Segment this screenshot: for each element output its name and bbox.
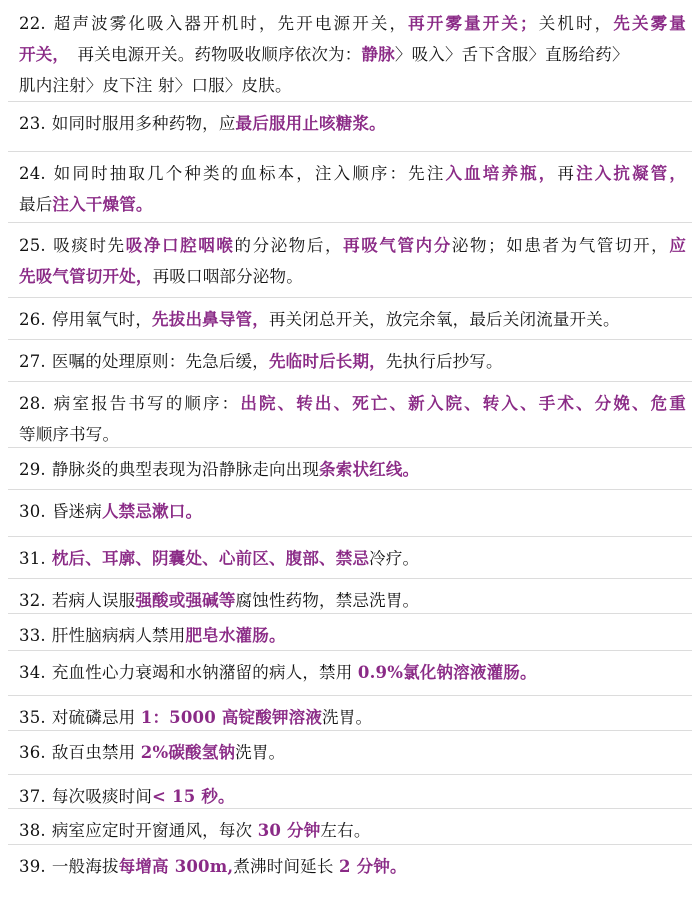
body-text: 昏迷病 <box>51 502 102 521</box>
list-item <box>19 454 686 485</box>
item-number: 27. <box>19 352 46 371</box>
item-number: 35. <box>19 708 46 727</box>
highlighted-text: 先吸气管切开处， <box>19 267 153 286</box>
list-item <box>19 388 686 450</box>
item-number: 33. <box>19 626 46 645</box>
body-text: 等顺序书写。 <box>19 425 120 444</box>
list-item <box>19 585 686 616</box>
body-text: 充血性心力衰竭和水钠潴留的病人，禁用 <box>51 663 358 682</box>
body-text: 再关电源开关。药物吸收顺序依次为： <box>60 45 362 64</box>
text-line <box>19 189 686 220</box>
item-number: 26. <box>19 310 46 329</box>
text-line <box>19 108 686 139</box>
list-item <box>19 620 686 651</box>
divider-line <box>8 489 692 490</box>
highlighted-text: 最后服用止咳糖浆。 <box>235 114 386 133</box>
text-line <box>19 815 686 846</box>
body-text: 〉吸入〉舌下含服〉直肠给药〉 <box>394 45 629 64</box>
body-text: 敌百虫禁用 <box>51 743 141 762</box>
highlighted-text: 条索状红线。 <box>319 460 420 479</box>
text-line <box>19 851 686 882</box>
divider-line <box>8 774 692 775</box>
body-text: 静脉炎的典型表现为沿静脉走向出现 <box>51 460 320 479</box>
body-text: 医嘱的处理原则：先急后缓， <box>51 352 269 371</box>
highlighted-text: 30 分钟 <box>257 821 321 840</box>
text-line <box>19 346 686 377</box>
text-line <box>19 8 686 39</box>
list-item <box>19 346 686 377</box>
body-text: 肝性脑病病人禁用 <box>51 626 186 645</box>
text-line <box>19 496 686 527</box>
item-number: 31. <box>19 549 46 568</box>
highlighted-text: 枕后、耳廓、阴囊处、心前区、腹部、禁忌 <box>51 549 370 568</box>
highlighted-text: 每增高 300m, <box>118 857 234 876</box>
text-line <box>19 543 686 574</box>
list-item <box>19 230 686 292</box>
item-number: 37. <box>19 787 46 806</box>
text-line <box>19 702 686 733</box>
highlighted-text: 先临时后长期， <box>268 352 386 371</box>
body-text: 如同时服用多种药物，应 <box>51 114 236 133</box>
divider-line <box>8 613 692 614</box>
list-item <box>19 543 686 574</box>
highlighted-text: 入血培养瓶， <box>445 164 558 183</box>
highlighted-text: 2 分钟。 <box>339 857 407 876</box>
item-number: 24. <box>19 164 46 183</box>
body-text: 每次吸痰时间 <box>51 787 153 806</box>
text-line <box>19 454 686 485</box>
divider-line <box>8 650 692 651</box>
divider-line <box>8 578 692 579</box>
divider-line <box>8 844 692 845</box>
highlighted-text: 2%碳酸氢钠 <box>140 743 236 762</box>
item-number: 38. <box>19 821 46 840</box>
text-line <box>19 388 686 419</box>
highlighted-text: 应 <box>669 236 687 255</box>
body-text: 洗胃。 <box>322 708 373 727</box>
highlighted-text: 开关， <box>19 45 61 64</box>
list-item <box>19 737 686 768</box>
body-text: 再关闭总开关，放完余氧，最后关闭流量开关。 <box>268 310 620 329</box>
list-item <box>19 657 686 688</box>
body-text: 泌物；如患者为气管切开， <box>451 236 670 255</box>
highlighted-text: < 15 秒。 <box>152 787 235 806</box>
body-text: 病室应定时开窗通风，每次 <box>51 821 258 840</box>
divider-line <box>8 695 692 696</box>
item-number: 22. <box>19 14 46 33</box>
body-text: 最后 <box>19 195 53 214</box>
text-line <box>19 304 686 335</box>
item-number: 36. <box>19 743 46 762</box>
divider-line <box>8 222 692 223</box>
divider-line <box>8 339 692 340</box>
body-text: 煮沸时间延长 <box>233 857 340 876</box>
body-text: 再 <box>557 164 577 183</box>
highlighted-text: 肥皂水灌肠。 <box>185 626 286 645</box>
highlighted-text: 静脉 <box>361 45 395 64</box>
divider-line <box>8 730 692 731</box>
body-text: 洗胃。 <box>235 743 286 762</box>
body-text: 如同时抽取几个种类的血标本，注入顺序：先注 <box>51 164 446 183</box>
item-number: 28. <box>19 394 46 413</box>
list-item <box>19 815 686 846</box>
text-line <box>19 737 686 768</box>
highlighted-text: 强酸或强碱等 <box>135 591 236 610</box>
highlighted-text: 0.9%氯化钠溶液灌肠。 <box>357 663 537 682</box>
body-text: 关机时， <box>536 14 614 33</box>
body-text: 病室报告书写的顺序： <box>51 394 241 413</box>
body-text: 停用氧气时， <box>51 310 153 329</box>
body-text: 的分泌物后， <box>234 236 344 255</box>
item-number: 32. <box>19 591 46 610</box>
text-line <box>19 70 686 101</box>
text-line <box>19 230 686 261</box>
item-number: 23. <box>19 114 46 133</box>
body-text: 若病人误服 <box>51 591 136 610</box>
text-line <box>19 419 686 450</box>
divider-line <box>8 447 692 448</box>
divider-line <box>8 297 692 298</box>
body-text: 对硫磷忌用 <box>51 708 141 727</box>
body-text: 冷疗。 <box>369 549 420 568</box>
divider-line <box>8 151 692 152</box>
text-line <box>19 39 686 70</box>
highlighted-text: 吸净口腔咽喉 <box>125 236 235 255</box>
divider-line <box>8 101 692 102</box>
list-item <box>19 496 686 527</box>
body-text: 左右。 <box>320 821 371 840</box>
highlighted-text: 先拔出鼻导管， <box>152 310 269 329</box>
item-number: 25. <box>19 236 46 255</box>
item-number: 30. <box>19 502 46 521</box>
body-text: 再吸口咽部分泌物。 <box>152 267 303 286</box>
body-text: 超声波雾化吸入器开机时，先开电源开关， <box>51 14 409 33</box>
item-number: 29. <box>19 460 46 479</box>
highlighted-text: 注入干燥管。 <box>52 195 153 214</box>
body-text: 腐蚀性药物，禁忌洗胃。 <box>235 591 420 610</box>
text-line <box>19 620 686 651</box>
body-text: 肌内注射〉皮下注 射〉口服〉皮肤。 <box>19 76 292 95</box>
highlighted-text: 先关雾量 <box>613 14 686 33</box>
item-number: 34. <box>19 663 46 682</box>
list-item <box>19 158 686 220</box>
highlighted-text: 再开雾量开关； <box>408 14 537 33</box>
divider-line <box>8 381 692 382</box>
highlighted-text: 人禁忌漱口。 <box>101 502 203 521</box>
highlighted-text: 注入抗凝管， <box>576 164 687 183</box>
list-item <box>19 8 686 101</box>
body-text: 一般海拔 <box>51 857 119 876</box>
list-item <box>19 702 686 733</box>
text-line <box>19 158 686 189</box>
body-text: 先执行后抄写。 <box>385 352 503 371</box>
body-text: 吸痰时先 <box>51 236 126 255</box>
text-line <box>19 585 686 616</box>
item-number: 39. <box>19 857 46 876</box>
list-item <box>19 304 686 335</box>
divider-line <box>8 536 692 537</box>
highlighted-text: 再吸气管内分 <box>343 236 452 255</box>
divider-line <box>8 808 692 809</box>
highlighted-text: 出院、转出、死亡、新入院、转入、手术、分娩、危重 <box>240 394 686 413</box>
list-item <box>19 108 686 139</box>
highlighted-text: 1：5000 高锭酸钾溶液 <box>140 708 323 727</box>
text-line <box>19 657 686 688</box>
text-line <box>19 261 686 292</box>
list-item <box>19 851 686 882</box>
